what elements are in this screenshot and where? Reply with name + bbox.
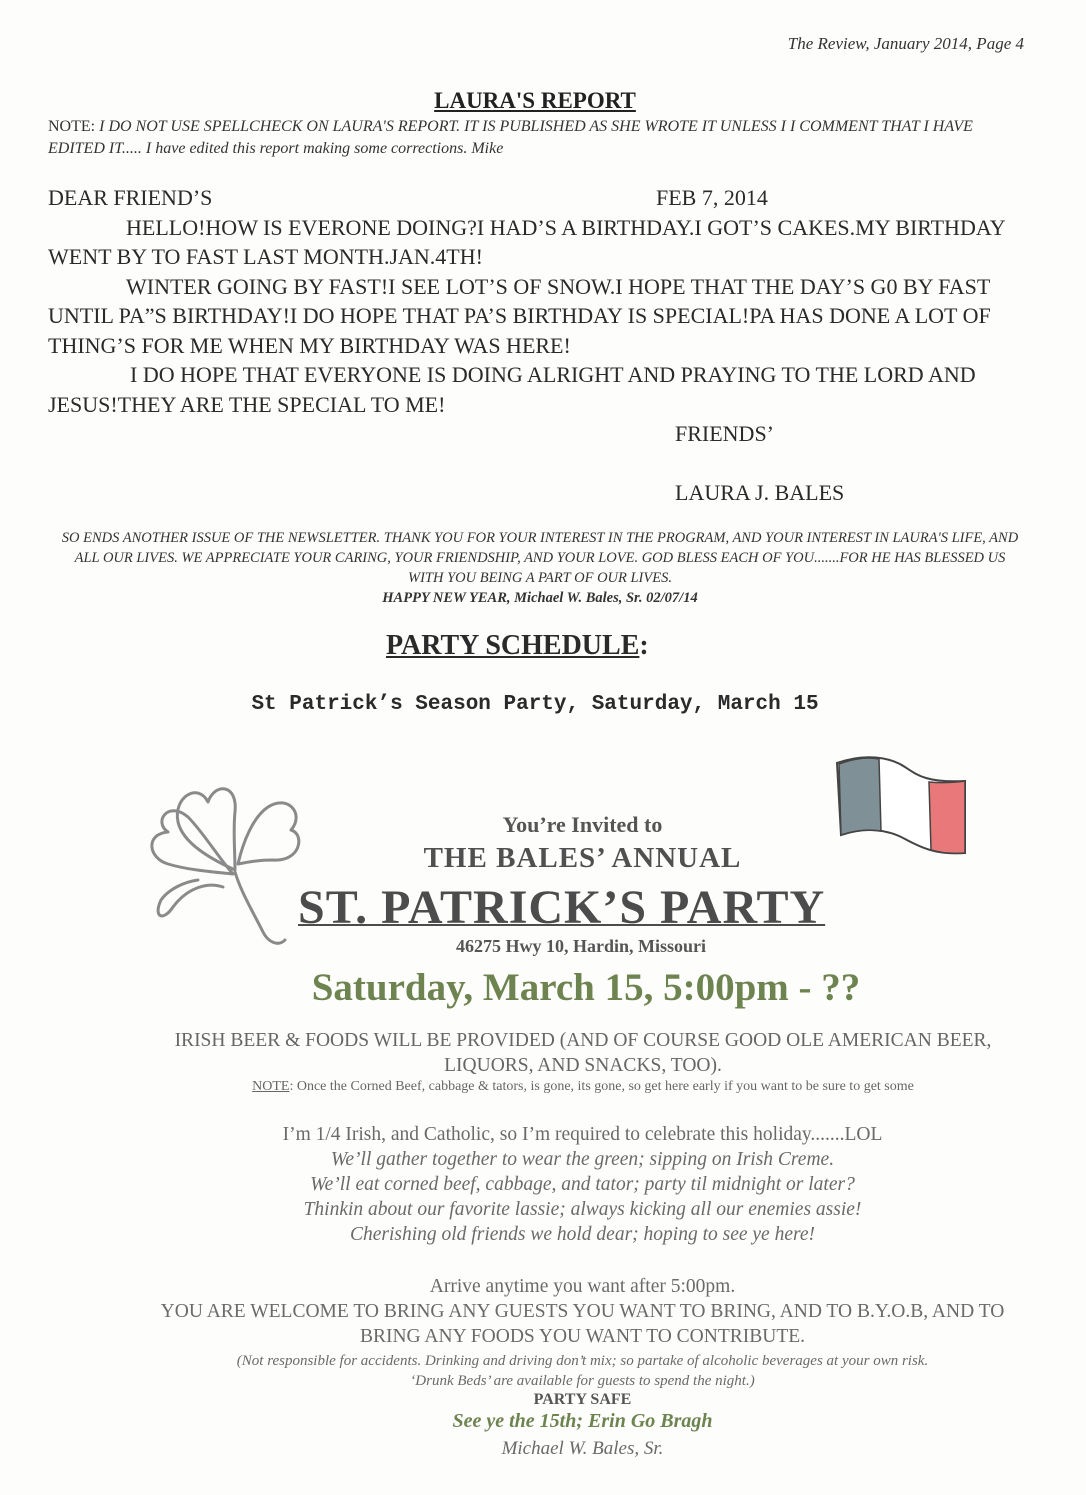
event-address: 46275 Hwy 10, Hardin, Missouri bbox=[455, 936, 706, 956]
letter-paragraph-2: WINTER GOING BY FAST!I SEE LOT’S OF SNOW.I HOPE THAT THE DAY’S G0 BY FAST UNTIL PA”S BIRTHDAY!I DO HOPE THAT PA’S BIRTHDAY IS SPECIAL!PA HAS DONE A LOT OF THING’S FOR ME WHEN MY BIRTHDAY WAS HERE! bbox=[48, 273, 991, 358]
letter-closing: FRIENDS’ bbox=[675, 421, 775, 446]
event-title: ST. PATRICK’S PARTY bbox=[298, 881, 826, 934]
arrival-info bbox=[0, 1274, 1086, 1349]
corned-beef-note bbox=[160, 1079, 1006, 1095]
letter-signature: LAURA J. BALES bbox=[675, 480, 845, 505]
arrive-line: Arrive anytime you want after 5:00pm. bbox=[429, 1276, 736, 1297]
guests-line: YOU ARE WELCOME TO BRING ANY GUESTS YOU WANT TO BRING, AND TO B.Y.O.B, AND TO BRING ANY FOODS YOU WANT TO CONTRIBUTE. bbox=[160, 1301, 1005, 1347]
page-header: The Review, January 2014, Page 4 bbox=[787, 34, 1024, 53]
poem-line: We’ll eat corned beef, cabbage, and tator; party til midnight or later? bbox=[310, 1174, 855, 1195]
party-heading-colon: : bbox=[639, 630, 649, 661]
letter-paragraph-3: I DO HOPE THAT EVERYONE IS DOING ALRIGHT AND PRAYING TO THE LORD AND JESUS!THEY ARE THE SPECIAL TO ME! bbox=[48, 362, 976, 417]
poem-intro: I’m 1/4 Irish, and Catholic, so I’m required to celebrate this holiday.......LOL bbox=[282, 1124, 883, 1145]
party-heading-text: PARTY SCHEDULE bbox=[386, 630, 640, 661]
food-drink-note: IRISH BEER & FOODS WILL BE PROVIDED (AND OF COURSE GOOD OLE AMERICAN BEER, LIQUORS, AND SNACKS, TOO). bbox=[174, 1030, 992, 1076]
note-label: NOTE: bbox=[48, 118, 100, 135]
poem-line: Cherishing old friends we hold dear; hoping to see ye here! bbox=[349, 1224, 816, 1245]
letter-greeting: DEAR FRIEND’S bbox=[48, 185, 213, 210]
letter bbox=[48, 183, 1048, 508]
letter-date: FEB 7, 2014 bbox=[656, 185, 768, 210]
party-schedule-heading bbox=[386, 630, 649, 662]
erin-go-bragh: See ye the 15th; Erin Go Bragh bbox=[452, 1410, 713, 1432]
closing-text: SO ENDS ANOTHER ISSUE OF THE NEWSLETTER. THANK YOU FOR YOUR INTEREST IN THE PROGRAM, AND YOUR INTEREST IN LAURA'S LIFE, AND ALL OUR LIVES. WE APPRECIATE YOUR CARING, YOUR FRIENDSHIP, AND YOUR LOVE. GOD BLESS EACH OF YOU.......FOR HE HAS BLESSED US WITH YOU BEING A PART OF OUR LIVES. bbox=[61, 530, 1019, 586]
newsletter-closing bbox=[60, 528, 1020, 608]
report-title: LAURA'S REPORT bbox=[434, 88, 636, 113]
editor-note bbox=[48, 116, 1008, 160]
letter-paragraph-1: HELLO!HOW IS EVERONE DOING?I HAD’S A BIRTHDAY.I GOT’S CAKES.MY BIRTHDAY WENT BY TO FAST LAST MONTH.JAN.4TH! bbox=[48, 214, 1005, 269]
disclaimer-line-2: ‘Drunk Beds’ are available for guests to spend the night.) bbox=[410, 1373, 755, 1389]
foot-note-label: NOTE bbox=[252, 1079, 290, 1094]
party-schedule-item: St Patrick’s Season Party, Saturday, March 15 bbox=[251, 693, 819, 716]
disclaimer bbox=[0, 1351, 1086, 1391]
foot-note-text: : Once the Corned Beef, cabbage & tators, is gone, its gone, so get here early if you want to be sure to get some bbox=[289, 1079, 914, 1094]
invite-line: You’re Invited to bbox=[502, 812, 663, 837]
event-datetime: Saturday, March 15, 5:00pm - ?? bbox=[311, 966, 861, 1009]
party-safe: PARTY SAFE bbox=[533, 1391, 632, 1408]
poem bbox=[0, 1122, 1086, 1247]
annual-line: THE BALES’ ANNUAL bbox=[423, 842, 742, 874]
invitation-signature: Michael W. Bales, Sr. bbox=[501, 1438, 664, 1459]
disclaimer-line-1: (Not responsible for accidents. Drinking and driving don’t mix; so partake of alcoholic beverages at your own risk. bbox=[236, 1353, 929, 1369]
poem-line: We’ll gather together to wear the green; sipping on Irish Creme. bbox=[330, 1149, 835, 1170]
poem-line: Thinkin about our favorite lassie; always kicking all our enemies assie! bbox=[303, 1199, 862, 1220]
note-text: I DO NOT USE SPELLCHECK ON LAURA'S REPORT. IT IS PUBLISHED AS SHE WROTE IT UNLESS I I COMMENT THAT I HAVE EDITED IT..... I have edited this report making some corrections. Mike bbox=[48, 118, 973, 157]
closing-signoff: HAPPY NEW YEAR, Michael W. Bales, Sr. 02/07/14 bbox=[382, 590, 698, 606]
